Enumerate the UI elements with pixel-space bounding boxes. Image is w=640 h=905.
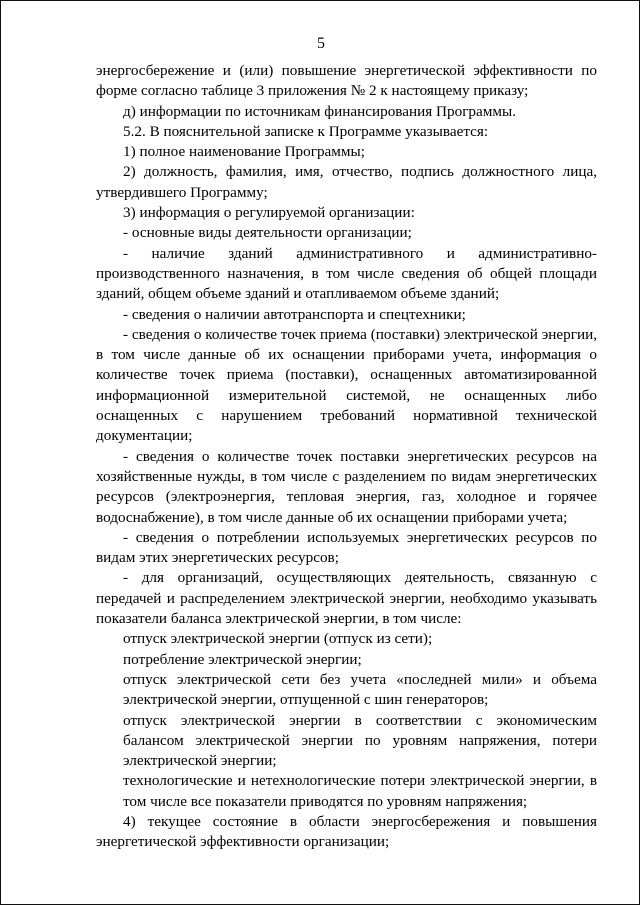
list-item: отпуск электрической энергии (отпуск из сети);	[123, 630, 433, 648]
paragraph: энергосбережение и (или) повышение энергетической эффективности по форме согласно таблице 3 приложения № 2 к настоящему приказу;	[96, 62, 597, 100]
paragraph: 1) полное наименование Программы;	[123, 143, 365, 161]
paragraph: 5.2. В пояснительной записке к Программе указывается:	[123, 122, 489, 140]
paragraph: - основные виды деятельности организации;	[123, 224, 412, 242]
list-item: технологические и нетехнологические потери электрической энергии, в том числе все показатели приводятся по уровням напряжения;	[123, 772, 597, 810]
paragraph: д) информации по источникам финансирования Программы.	[123, 102, 516, 120]
paragraph: - сведения о наличии автотранспорта и спецтехники;	[123, 305, 466, 323]
paragraph: - для организаций, осуществляющих деятельность, связанную с передачей и распределением электрической энергии, необходимо указывать показатели баланса электрической энергии, в том числе:	[96, 569, 597, 628]
document-body	[96, 61, 597, 853]
list-item: потребление электрической энергии;	[123, 650, 362, 668]
paragraph: - наличие зданий административного и административно-производственного назначения, в том числе сведения об общей площади зданий, общем объеме зданий и отапливаемом объеме зданий;	[96, 244, 597, 303]
paragraph: 3) информация о регулируемой организации:	[123, 204, 415, 222]
paragraph: - сведения о количестве точек поставки энергетических ресурсов на хозяйственные нужды, в том числе с разделением по видам энергетических ресурсов (электроэнергия, тепловая энергия, газ, холодное и горячее водоснабжение), в том числе данные об их оснащении приборами учета;	[96, 447, 597, 526]
list-item: отпуск электрической сети без учета «последней мили» и объема электрической энергии, отпущенной с шин генераторов;	[123, 670, 597, 709]
paragraph: 4) текущее состояние в области энергосбережения и повышения энергетической эффективности организации;	[96, 812, 597, 851]
page-number: 5	[317, 35, 325, 52]
paragraph: - сведения о потреблении используемых энергетических ресурсов по видам этих энергетических ресурсов;	[96, 528, 597, 567]
paragraph: - сведения о количестве точек приема (поставки) электрической энергии, в том числе данные об их оснащении приборами учета, информация о количестве точек приема (поставки), оснащенных автоматизированной информационной измерительной системой, не оснащенных либо оснащенных с нарушением требований нормативной технической документации;	[96, 325, 597, 445]
paragraph: 2) должность, фамилия, имя, отчество, подпись должностного лица, утвердившего Программу;	[96, 163, 597, 201]
list-item: отпуск электрической энергии в соответствии с экономическим балансом электрической энергии по уровням напряжения, потери электрической энергии;	[123, 711, 597, 770]
